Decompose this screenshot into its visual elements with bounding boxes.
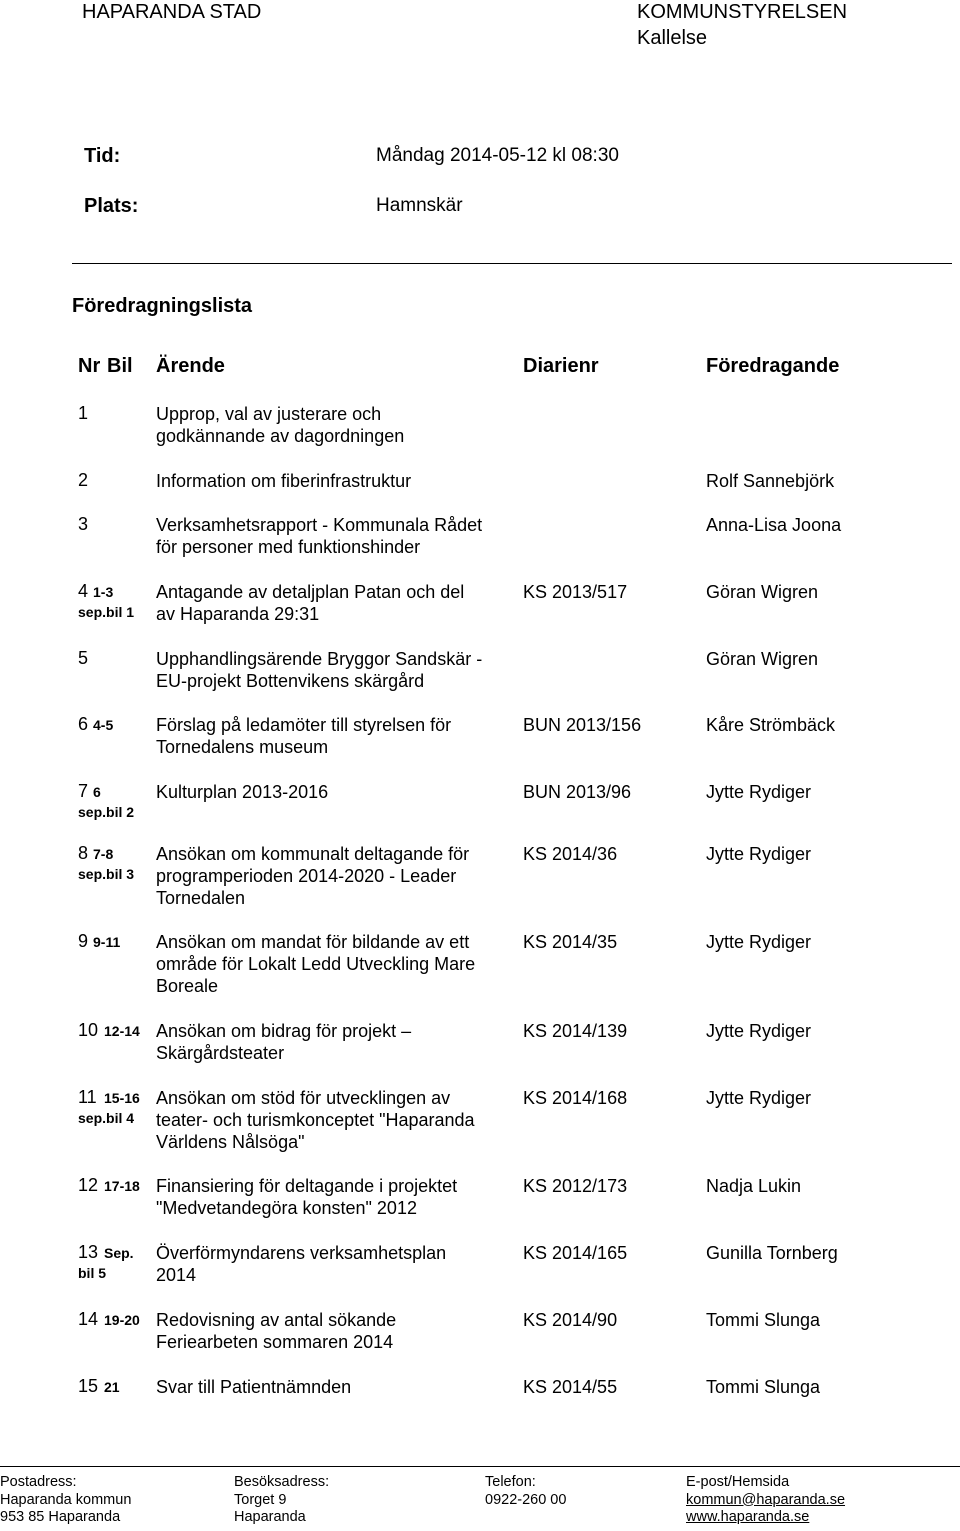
item-diarienr: KS 2014/55 — [523, 1377, 618, 1397]
item-subject-line: teater- och turismkonceptet "Haparanda — [156, 1110, 475, 1130]
item-presenter: Jytte Rydiger — [706, 932, 812, 952]
item-attachment: 6 — [93, 784, 101, 800]
item-presenter: Jytte Rydiger — [706, 782, 812, 802]
item-subject-line: område för Lokalt Ledd Utveckling Mare — [156, 954, 476, 974]
item-subject-line: Upprop, val av justerare och — [156, 404, 382, 424]
item-attachment: 19-20 — [104, 1312, 140, 1328]
item-attachment: 9-11 — [93, 934, 121, 950]
item-attachment-separate: sep.bil 4 — [78, 1110, 135, 1126]
item-number: 14 — [78, 1309, 99, 1329]
item-subject-line: Redovisning av antal sökande — [156, 1310, 397, 1330]
item-subject-line: Upphandlingsärende Bryggor Sandskär - — [156, 649, 483, 669]
besoksadress-label: Besöksadress: — [234, 1474, 330, 1490]
item-subject-line: godkännande av dagordningen — [156, 426, 405, 446]
place-label: Plats: — [84, 195, 139, 217]
postadress-line-1: Haparanda kommun — [0, 1491, 132, 1508]
item-diarienr: KS 2014/168 — [523, 1088, 628, 1108]
item-number: 4 — [78, 581, 89, 601]
item-presenter: Jytte Rydiger — [706, 844, 812, 864]
item-subject-line: 2014 — [156, 1265, 197, 1285]
item-attachment: 1-3 — [93, 584, 114, 600]
item-subject-line: Boreale — [156, 976, 219, 996]
item-presenter: Jytte Rydiger — [706, 1088, 812, 1108]
item-number: 15 — [78, 1376, 99, 1396]
item-subject-line: Förslag på ledamöter till styrelsen för — [156, 715, 452, 735]
item-diarienr: KS 2012/173 — [523, 1176, 628, 1196]
committee-name: KOMMUNSTYRELSEN — [637, 1, 848, 23]
item-attachment: 17-18 — [104, 1178, 140, 1194]
item-subject-line: Tornedalens museum — [156, 737, 329, 757]
col-foredragande: Föredragande — [706, 355, 840, 377]
item-number: 9 — [78, 931, 89, 951]
item-subject-line: för personer med funktionshinder — [156, 537, 421, 557]
item-subject-line: Ansökan om kommunalt deltagande för — [156, 844, 470, 864]
item-presenter: Anna-Lisa Joona — [706, 515, 842, 535]
item-attachment-separate: sep.bil 1 — [78, 604, 135, 620]
telefon-label: Telefon: — [485, 1474, 536, 1490]
item-diarienr: KS 2014/36 — [523, 844, 618, 864]
footer-postadress — [0, 1474, 131, 1527]
item-attachment: 21 — [104, 1379, 120, 1395]
item-presenter: Gunilla Tornberg — [706, 1243, 838, 1263]
item-number: 2 — [78, 470, 89, 490]
item-presenter: Kåre Strömbäck — [706, 715, 836, 735]
item-subject-line: Verksamhetsrapport - Kommunala Rådet — [156, 515, 483, 535]
time-label: Tid: — [84, 145, 121, 167]
item-presenter: Tommi Slunga — [706, 1310, 821, 1330]
footer-divider — [0, 1466, 960, 1467]
item-number: 3 — [78, 514, 89, 534]
item-presenter: Göran Wigren — [706, 649, 819, 669]
item-presenter: Tommi Slunga — [706, 1377, 821, 1397]
col-nr: Nr — [78, 355, 101, 377]
item-diarienr: KS 2014/165 — [523, 1243, 628, 1263]
item-number: 11 — [78, 1087, 97, 1107]
item-attachment: 12-14 — [104, 1023, 140, 1039]
postadress-line-2: 953 85 Haparanda — [0, 1509, 121, 1525]
item-presenter: Göran Wigren — [706, 582, 819, 602]
item-number: 1 — [78, 403, 89, 423]
item-presenter: Jytte Rydiger — [706, 1021, 812, 1041]
item-subject-line: programperioden 2014-2020 - Leader — [156, 866, 457, 886]
footer-contact — [686, 1474, 845, 1527]
agenda-title: Föredragningslista — [72, 295, 253, 317]
besoksadress-line-1: Torget 9 — [234, 1491, 287, 1508]
header-divider — [72, 263, 952, 264]
item-attachment: 7-8 — [93, 846, 114, 862]
item-diarienr: KS 2013/517 — [523, 582, 628, 602]
epost-label: E-post/Hemsida — [686, 1474, 790, 1490]
item-attachment-separate: sep.bil 2 — [78, 804, 135, 820]
item-number: 6 — [78, 714, 89, 734]
place-value: Hamnskär — [376, 195, 463, 216]
item-presenter: Nadja Lukin — [706, 1176, 802, 1196]
item-diarienr: BUN 2013/96 — [523, 782, 632, 802]
item-subject-line: EU-projekt Bottenvikens skärgård — [156, 671, 425, 691]
telefon-number: 0922-260 00 — [485, 1491, 567, 1508]
postadress-label: Postadress: — [0, 1474, 77, 1490]
item-number: 8 — [78, 843, 89, 863]
item-subject-line: Skärgårdsteater — [156, 1043, 285, 1063]
item-number: 5 — [78, 648, 89, 668]
item-attachment: Sep. — [104, 1245, 134, 1261]
item-diarienr: KS 2014/139 — [523, 1021, 628, 1041]
item-subject-line: Tornedalen — [156, 888, 246, 908]
document-type: Kallelse — [637, 27, 708, 49]
item-number: 13 — [78, 1242, 99, 1262]
item-subject-line: Världens Nålsöga" — [156, 1132, 305, 1152]
item-presenter: Rolf Sannebjörk — [706, 471, 835, 491]
item-subject-line: Ansökan om stöd för utvecklingen av — [156, 1088, 451, 1108]
item-number: 10 — [78, 1020, 99, 1040]
item-subject-line: av Haparanda 29:31 — [156, 604, 320, 624]
item-attachment: 15-16 — [104, 1090, 140, 1106]
item-number: 12 — [78, 1175, 99, 1195]
item-subject-line: Kulturplan 2013-2016 — [156, 782, 329, 802]
item-subject-line: Feriearbeten sommaren 2014 — [156, 1332, 394, 1352]
website-link[interactable]: www.haparanda.se — [686, 1509, 810, 1525]
item-subject-line: Information om fiberinfrastruktur — [156, 471, 412, 491]
item-number: 7 — [78, 781, 89, 801]
col-arende: Ärende — [156, 355, 225, 377]
besoksadress-line-2: Haparanda — [234, 1509, 306, 1525]
footer-besoksadress — [234, 1474, 329, 1527]
item-subject-line: "Medvetandegöra konsten" 2012 — [156, 1198, 417, 1218]
item-diarienr: KS 2014/35 — [523, 932, 618, 952]
item-attachment-separate: bil 5 — [78, 1265, 107, 1281]
email-link[interactable]: kommun@haparanda.se — [686, 1491, 846, 1508]
item-attachment: 4-5 — [93, 717, 114, 733]
item-attachment-separate: sep.bil 3 — [78, 866, 135, 882]
item-subject-line: Ansökan om mandat för bildande av ett — [156, 932, 470, 952]
item-diarienr: KS 2014/90 — [523, 1310, 618, 1330]
item-diarienr: BUN 2013/156 — [523, 715, 642, 735]
item-subject-line: Överförmyndarens verksamhetsplan — [156, 1243, 447, 1263]
item-subject-line: Finansiering för deltagande i projektet — [156, 1176, 458, 1196]
col-bil: Bil — [107, 355, 133, 377]
time-value: Måndag 2014-05-12 kl 08:30 — [376, 145, 619, 166]
item-subject-line: Antagande av detaljplan Patan och del — [156, 582, 465, 602]
col-diarienr: Diarienr — [523, 355, 599, 377]
item-subject-line: Ansökan om bidrag för projekt – — [156, 1021, 412, 1041]
footer-telefon — [485, 1474, 566, 1509]
item-subject-line: Svar till Patientnämnden — [156, 1377, 352, 1397]
org-name: HAPARANDA STAD — [82, 1, 262, 23]
